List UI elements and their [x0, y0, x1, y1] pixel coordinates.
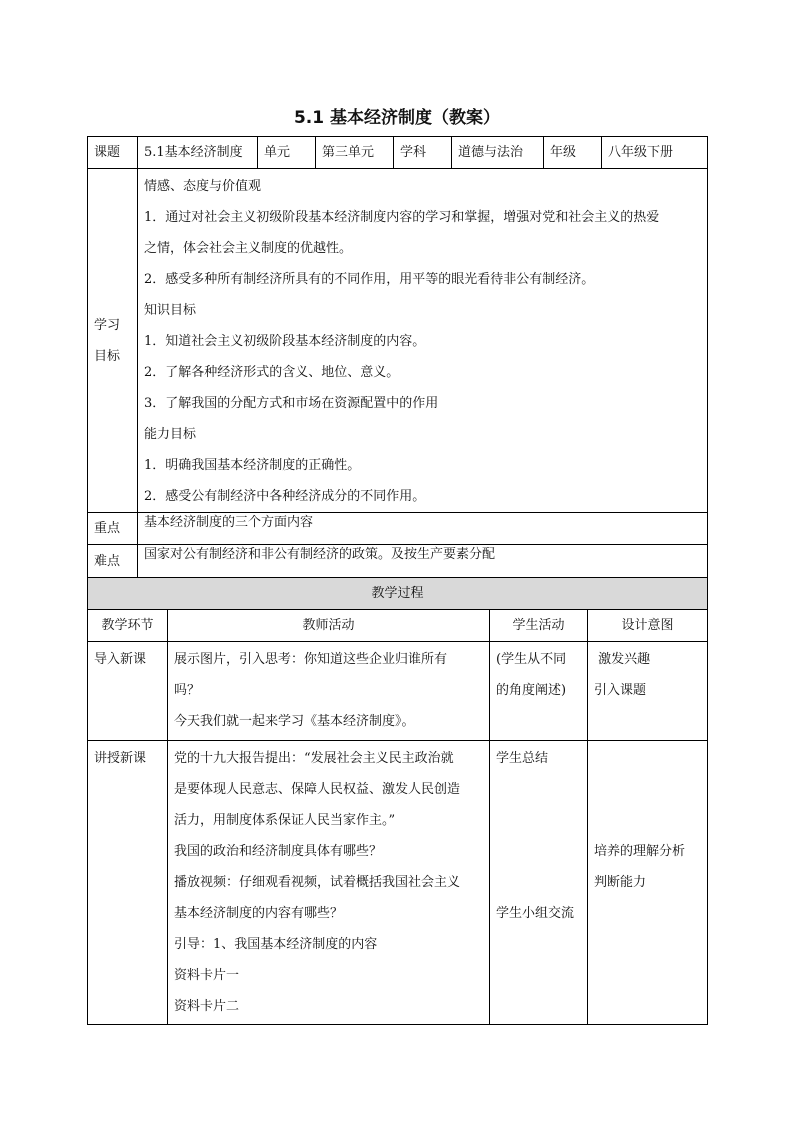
goals-line: 1．通过对社会主义初级阶段基本经济制度内容的学习和掌握，增强对党和社会主义的热爱: [144, 210, 660, 225]
document-title: 5.1 基本经济制度（教案）: [293, 108, 501, 128]
difficulty-row: [88, 545, 708, 578]
column-header-teacher: 教师活动: [168, 610, 490, 642]
grade-label: 年级: [544, 137, 602, 169]
key-point-row: [88, 513, 708, 545]
design-intent-cell: 激发兴趣 引入课题: [588, 642, 708, 741]
goals-line: 2．感受公有制经济中各种经济成分的不同作用。: [144, 489, 426, 504]
process-header: 教学过程: [88, 578, 708, 610]
teacher-activity-cell: 党的十九大报告提出：“发展社会主义民主政治就 是要体现人民意志、保障人民权益、激发人民创造 活力，用制度体系保证人民当家作主。” 我国的政治和经济制度具体有哪些？ 播放视频：仔细观看视频，试着概括我国社会主义 基本经济制度的内容有哪些？ 引导：1、我国基本经济制度的内容 资料卡片一 资料卡片二: [168, 741, 490, 1025]
process-row-lecture: [88, 741, 708, 1025]
stage-cell: 讲授新课: [88, 741, 168, 1025]
goals-line: 能力目标: [144, 427, 197, 442]
goals-row: [88, 169, 708, 513]
goals-line: 2．了解各种经济形式的含义、地位、意义。: [144, 365, 400, 380]
student-activity-cell: 学生总结 学生小组交流: [490, 741, 588, 1025]
difficulty-label: 难点: [88, 545, 138, 578]
unit-value: 第三单元: [316, 137, 394, 169]
goals-line: 知识目标: [144, 303, 197, 318]
goals-line: 1．知道社会主义初级阶段基本经济制度的内容。: [144, 334, 426, 349]
goals-content: [138, 169, 708, 513]
header-row: [88, 137, 708, 169]
lesson-info-table: [87, 136, 708, 578]
student-activity-cell: (学生从不同 的角度阐述): [490, 642, 588, 741]
difficulty-value: 国家对公有制经济和非公有制经济的政策。及按生产要素分配: [138, 545, 708, 578]
column-header-student: 学生活动: [490, 610, 588, 642]
subject-label: 学科: [394, 137, 452, 169]
goals-line: 之情，体会社会主义制度的优越性。: [144, 241, 353, 256]
teaching-process-table: [87, 577, 708, 1025]
goals-line: 3．了解我国的分配方式和市场在资源配置中的作用: [144, 396, 439, 411]
stage-cell: 导入新课: [88, 642, 168, 741]
goals-line: 2．感受多种所有制经济所具有的不同作用，用平等的眼光看待非公有制经济。: [144, 272, 595, 287]
key-point-value: 基本经济制度的三个方面内容: [138, 513, 708, 545]
teacher-activity-cell: 展示图片，引入思考：你知道这些企业归谁所有 吗？ 今天我们就一起来学习《基本经济制度》。: [168, 642, 490, 741]
goals-label: 学习 目标: [88, 169, 138, 513]
column-header-intent: 设计意图: [588, 610, 708, 642]
design-intent-cell: 培养的理解分析 判断能力: [588, 741, 708, 1025]
goals-line: 情感、态度与价值观: [144, 179, 262, 194]
subject-value: 道德与法治: [452, 137, 544, 169]
topic-label: 课题: [88, 137, 138, 169]
unit-label: 单元: [258, 137, 316, 169]
process-header-row: [88, 578, 708, 610]
column-header-stage: 教学环节: [88, 610, 168, 642]
goals-line: 1．明确我国基本经济制度的正确性。: [144, 458, 361, 473]
process-row-intro: [88, 642, 708, 741]
topic-value: 5.1基本经济制度: [138, 137, 258, 169]
key-point-label: 重点: [88, 513, 138, 545]
process-columns-row: [88, 610, 708, 642]
grade-value: 八年级下册: [602, 137, 708, 169]
